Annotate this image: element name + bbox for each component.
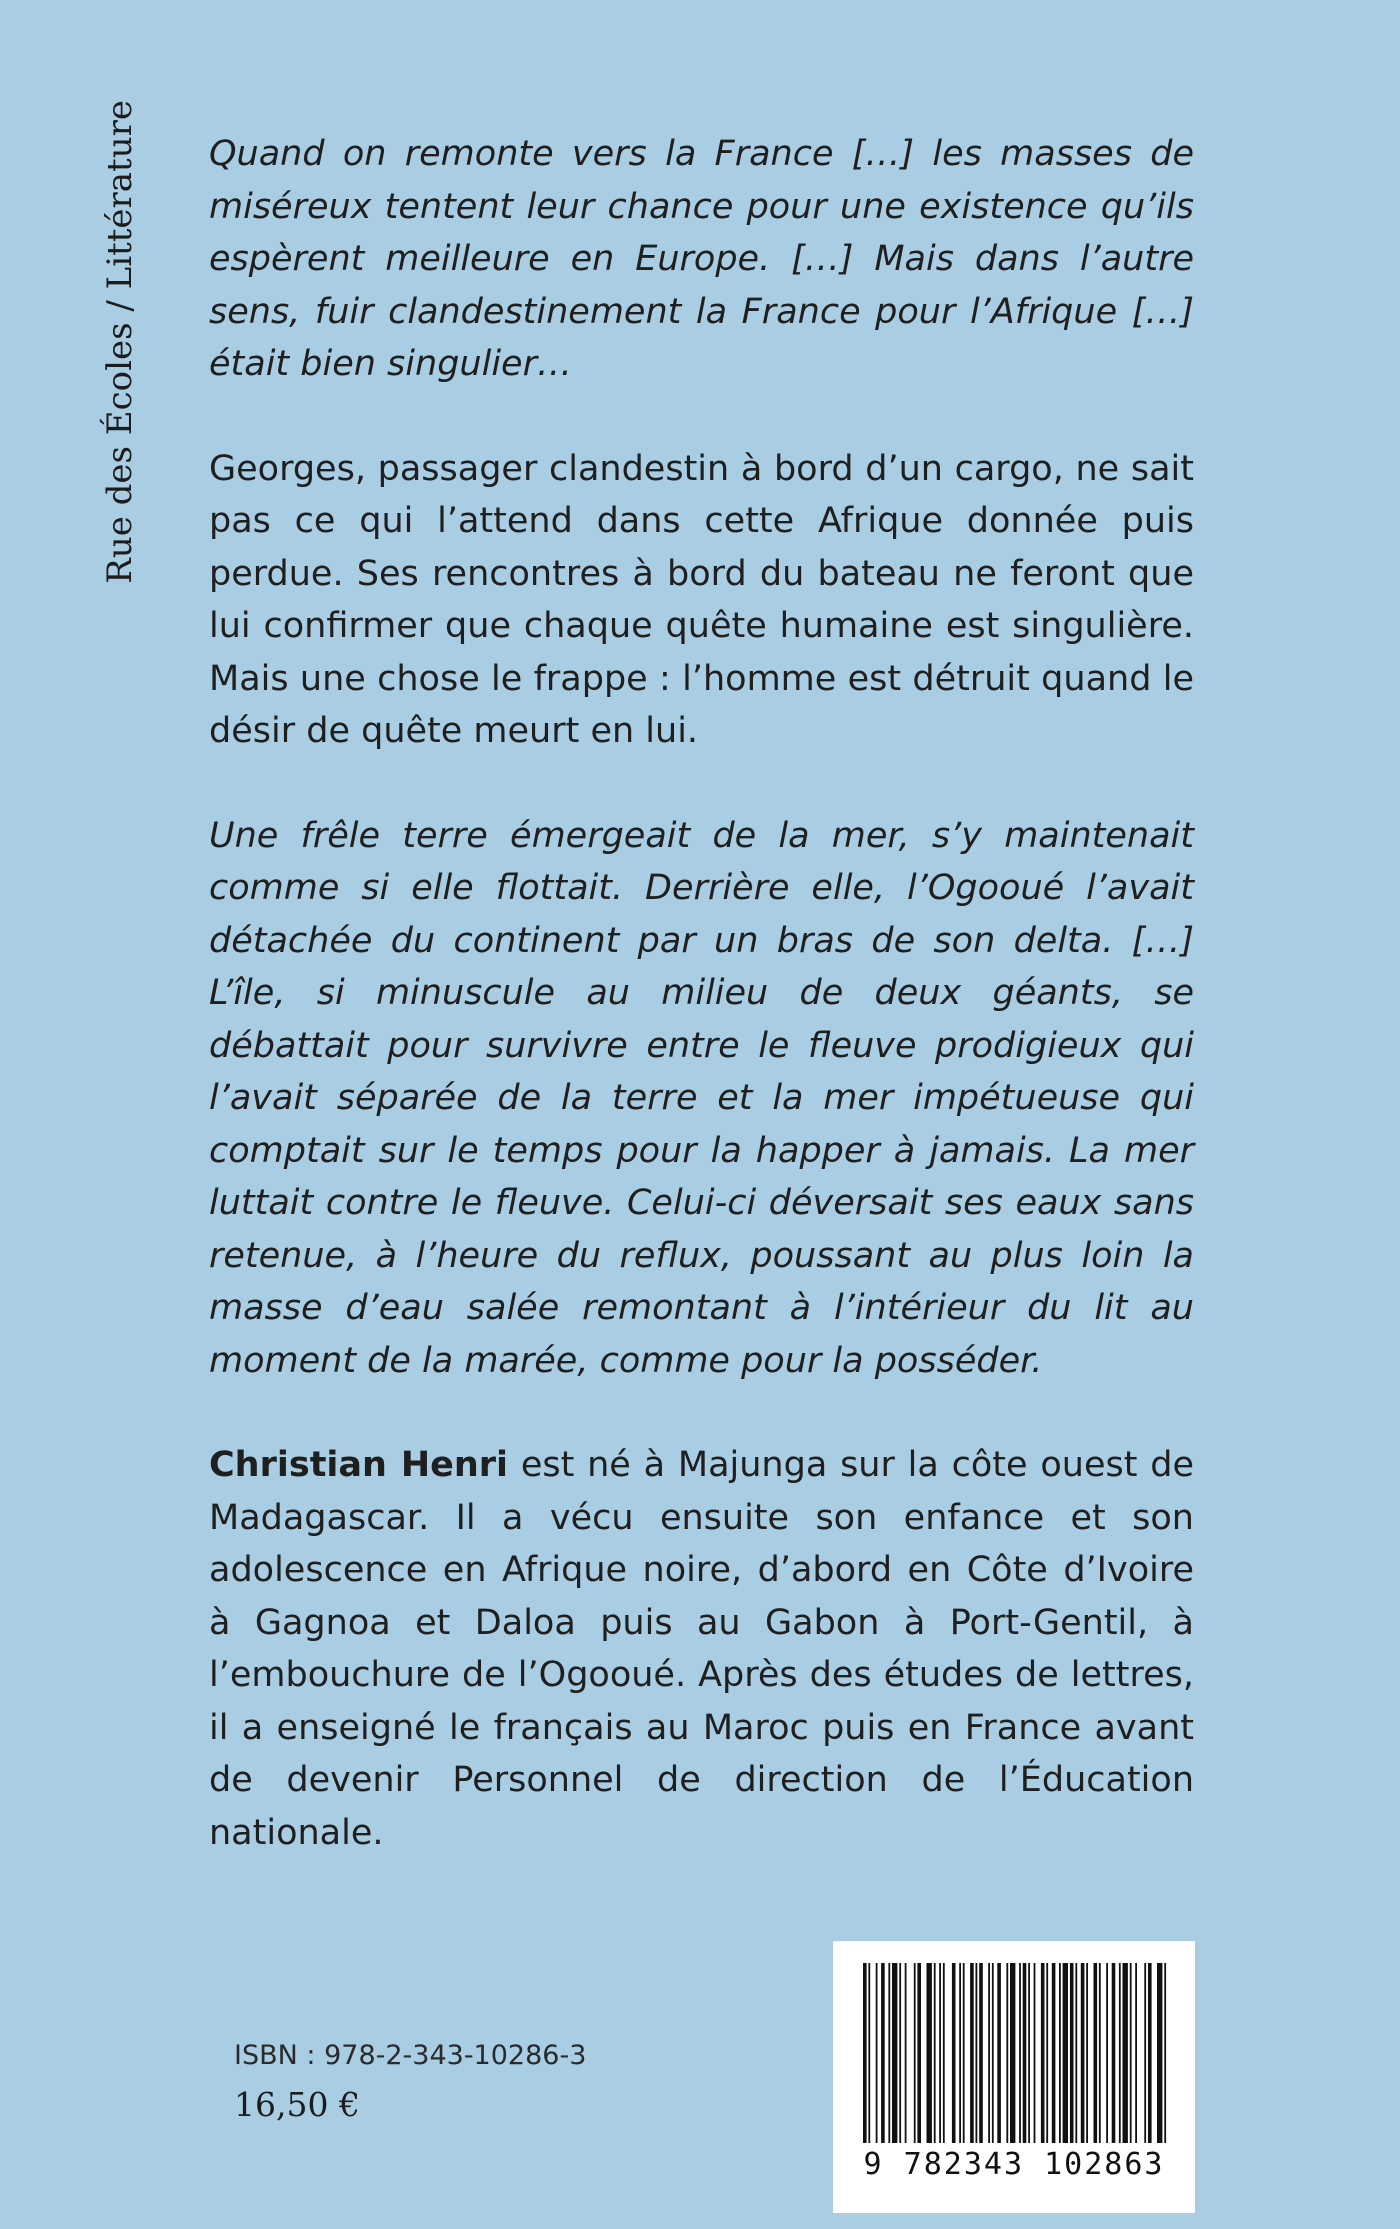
barcode-bar (1070, 1963, 1074, 2143)
barcode-bar (997, 1963, 1001, 2143)
barcode-bar (943, 1963, 945, 2143)
barcode-bar (868, 1963, 870, 2143)
barcode-bar (1112, 1963, 1116, 2143)
barcode-bar (1075, 1963, 1077, 2143)
excerpt-paragraph-1: Quand on remonte vers la France […] les masses de miséreux tentent leur chance pour une existence qu’ils espèrent meilleure en Europe. […] Mais dans l’autre sens, fuir clandestinement la France pour l’Afrique […] était bien singulier… (209, 134, 1194, 384)
barcode-bar (1130, 1963, 1132, 2143)
barcode-bar (976, 1963, 978, 2143)
back-cover-text (209, 128, 1194, 1911)
barcode-bar (934, 1963, 936, 2143)
barcode-bar (1052, 1963, 1056, 2143)
barcode-bar (1119, 1963, 1121, 2143)
barcode-bar (1081, 1963, 1085, 2143)
barcode-bar (1059, 1963, 1061, 2143)
barcode-bar (917, 1963, 921, 2143)
barcode-bar (927, 1963, 932, 2143)
barcode-bar (881, 1963, 885, 2143)
spine-label (90, 100, 150, 620)
summary-paragraph: Georges, passager clandestin à bord d’un cargo, ne sait pas ce qui l’attend dans cette Afrique donnée puis perdue. Ses rencontres à bord du bateau ne feront que lui confirmer que chaque quête humaine est singulière. Mais une chose le frappe : l’homme est détruit quand le désir de quête meurt en lui. (209, 448, 1194, 751)
barcode-bar (876, 1963, 878, 2143)
barcode-bar (1006, 1963, 1008, 2143)
barcode-bar (1010, 1963, 1015, 2143)
barcode-bar (1041, 1963, 1045, 2143)
barcode-bar (1028, 1963, 1030, 2143)
barcode-bar (979, 1963, 983, 2143)
barcode-bar (963, 1963, 965, 2143)
barcode-bar (1144, 1963, 1146, 2143)
barcode-bar (905, 1963, 907, 2143)
barcode-bar (992, 1963, 994, 2143)
barcode-bar (959, 1963, 961, 2143)
barcode-bar (1063, 1963, 1068, 2143)
barcode-bar (1086, 1963, 1088, 2143)
barcode-bars (833, 1941, 1195, 2151)
author-bio-paragraph (209, 1439, 1194, 1859)
barcode-bar (1023, 1963, 1027, 2143)
barcode-bar (1019, 1963, 1021, 2143)
barcode-bar (1164, 1963, 1166, 2143)
barcode-bar (988, 1963, 990, 2143)
barcode-bar (952, 1963, 956, 2143)
barcode-bar (863, 1963, 867, 2143)
isbn-label: ISBN : 978-2-343-10286-3 (234, 2040, 587, 2071)
barcode-bar (1123, 1963, 1128, 2143)
barcode-bar (888, 1963, 890, 2143)
barcode-bar (1106, 1963, 1108, 2143)
excerpt-paragraph-2: Une frêle terre émergeait de la mer, s’y maintenait comme si elle flottait. Derrière elle, l’Ogooué l’avait détachée du continent par un bras de son delta. […] L’île, si minuscule au milieu de deux géants, se débattait pour survivre entre le fleuve prodigieux qui l’avait séparée de la terre et la mer impétueuse qui comptait sur le temps pour la happer à jamais. La mer luttait contre le fleuve. Celui-ci déversait ses eaux sans retenue, à l’heure du reflux, poussant au plus loin la masse d’eau salée remontant à l’intérieur du lit au moment de la marée, comme pour la posséder. (209, 815, 1194, 1381)
barcode-bar (970, 1963, 974, 2143)
author-bio-text: est né à Majunga sur la côte ouest de Madagascar. Il a vécu ensuite son enfance et son adolescence en Afrique noire, d’abord en Côte d’Ivoire à Gagnoa et Daloa puis au Gabon à Port-Gentil, à l’embouchure de l’Ogooué. Après des études de lettres, il a enseigné le français au Maroc puis en France avant de devenir Personnel de direction de l’Éducation nationale. (209, 1445, 1194, 1853)
barcode-bar (1135, 1963, 1137, 2143)
barcode-bar (892, 1963, 897, 2143)
barcode-digits: 9 782343 102863 (863, 2147, 1165, 2182)
price-label: 16,50 € (234, 2085, 360, 2124)
barcode-bar (1099, 1963, 1101, 2143)
barcode-bar (1034, 1963, 1036, 2143)
barcode-bar (899, 1963, 901, 2143)
barcode-bar (1046, 1963, 1048, 2143)
barcode-bar (1157, 1963, 1162, 2143)
barcode-bar (939, 1963, 941, 2143)
spine-text: Rue des Écoles / Littérature (100, 100, 140, 584)
barcode-bar (1148, 1963, 1152, 2143)
barcode-bar (1094, 1963, 1098, 2143)
author-name: Christian Henri (209, 1445, 509, 1485)
barcode (833, 1941, 1195, 2213)
barcode-bar (914, 1963, 916, 2143)
